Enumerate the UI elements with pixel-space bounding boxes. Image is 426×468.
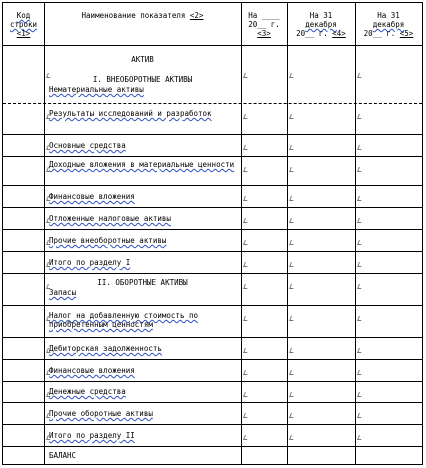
header-date-current: На ____ 20__ г. <3> <box>248 11 280 38</box>
row-divider <box>3 273 422 274</box>
cell-marker <box>357 196 363 201</box>
row-label: Нематериальные активы <box>49 85 144 94</box>
cell-marker <box>289 435 295 440</box>
cell-marker <box>243 435 249 440</box>
cell-marker <box>357 145 363 150</box>
row-label: Прочие внеоборотные активы <box>49 236 167 245</box>
cell-marker <box>357 348 363 353</box>
row-label: Финансовые вложения <box>49 192 135 201</box>
cell-marker <box>289 413 295 418</box>
cell-marker <box>243 348 249 353</box>
cell-marker <box>357 218 363 223</box>
header-indicator-name: Наименование показателя <2> <box>81 11 204 20</box>
cell-marker <box>357 413 363 418</box>
column-divider <box>355 3 356 464</box>
row-label: Прочие оборотные активы <box>49 409 153 418</box>
cell-marker <box>357 284 363 289</box>
row-label: Доходные вложения в материальные ценности <box>49 160 235 169</box>
row-label-balance: БАЛАНС <box>49 451 77 460</box>
cell-marker <box>357 240 363 245</box>
balance-table <box>2 2 423 465</box>
row-divider <box>3 229 422 230</box>
row-divider <box>3 337 422 338</box>
cell-marker <box>46 167 52 172</box>
column-divider <box>287 3 288 464</box>
cell-marker <box>243 145 249 150</box>
row-label: Отложенные налоговые активы <box>49 214 171 223</box>
cell-marker <box>357 114 363 119</box>
column-divider <box>44 3 45 464</box>
section-asset: АКТИВ <box>131 55 154 64</box>
cell-marker <box>357 73 363 78</box>
row-divider <box>3 359 422 360</box>
cell-marker <box>289 370 295 375</box>
cell-marker <box>289 284 295 289</box>
cell-marker <box>357 167 363 172</box>
row-label: Налог на добавленную стоимость по приобретенным ценностям <box>49 311 199 329</box>
cell-marker <box>289 348 295 353</box>
row-label: Запасы <box>49 288 77 297</box>
section-noncurrent: I. ВНЕОБОРОТНЫЕ АКТИВЫ <box>92 75 193 84</box>
header-date-before-previous: На 31 декабря 20__ г. <5> <box>363 11 414 38</box>
cell-marker <box>289 73 295 78</box>
row-label: Дебиторская задолженность <box>49 344 162 353</box>
cell-marker <box>357 435 363 440</box>
cell-marker <box>243 370 249 375</box>
row-label: Денежные средства <box>49 387 126 396</box>
cell-marker <box>243 167 249 172</box>
cell-marker <box>243 218 249 223</box>
cell-marker <box>243 413 249 418</box>
column-divider <box>241 3 242 464</box>
row-label: Финансовые вложения <box>49 366 135 375</box>
cell-marker <box>243 316 249 321</box>
cell-marker <box>357 370 363 375</box>
row-divider <box>3 446 422 447</box>
row-divider <box>3 185 422 186</box>
row-label: Результаты исследований и разработок <box>49 109 212 118</box>
row-label: Основные средства <box>49 141 126 150</box>
cell-marker <box>357 262 363 267</box>
cell-marker <box>243 392 249 397</box>
cell-marker <box>289 167 295 172</box>
row-divider <box>3 207 422 208</box>
header-date-previous: На 31 декабря 20__ г. <4> <box>296 11 346 38</box>
header-code: Код строки <1> <box>9 11 38 38</box>
cell-marker <box>289 392 295 397</box>
row-divider <box>3 134 422 135</box>
row-divider <box>3 424 422 425</box>
cell-marker <box>289 196 295 201</box>
cell-marker <box>289 240 295 245</box>
row-divider <box>3 305 422 306</box>
cell-marker <box>243 114 249 119</box>
row-label-total-1: Итого по разделу I <box>49 258 131 267</box>
section-current: II. ОБОРОТНЫЕ АКТИВЫ <box>97 278 188 287</box>
row-label-total-2: Итого по разделу II <box>49 431 135 440</box>
row-divider <box>3 251 422 252</box>
cell-marker <box>289 262 295 267</box>
cell-marker <box>243 196 249 201</box>
row-divider <box>3 103 422 104</box>
cell-marker <box>243 284 249 289</box>
header-divider <box>3 45 422 46</box>
cell-marker <box>289 218 295 223</box>
cell-marker <box>289 316 295 321</box>
row-divider <box>3 156 422 157</box>
cell-marker <box>243 73 249 78</box>
cell-marker <box>289 114 295 119</box>
row-divider <box>3 381 422 382</box>
cell-marker <box>243 240 249 245</box>
cell-marker <box>357 392 363 397</box>
cell-marker <box>243 262 249 267</box>
cell-marker <box>289 145 295 150</box>
row-divider <box>3 402 422 403</box>
cell-marker <box>357 316 363 321</box>
